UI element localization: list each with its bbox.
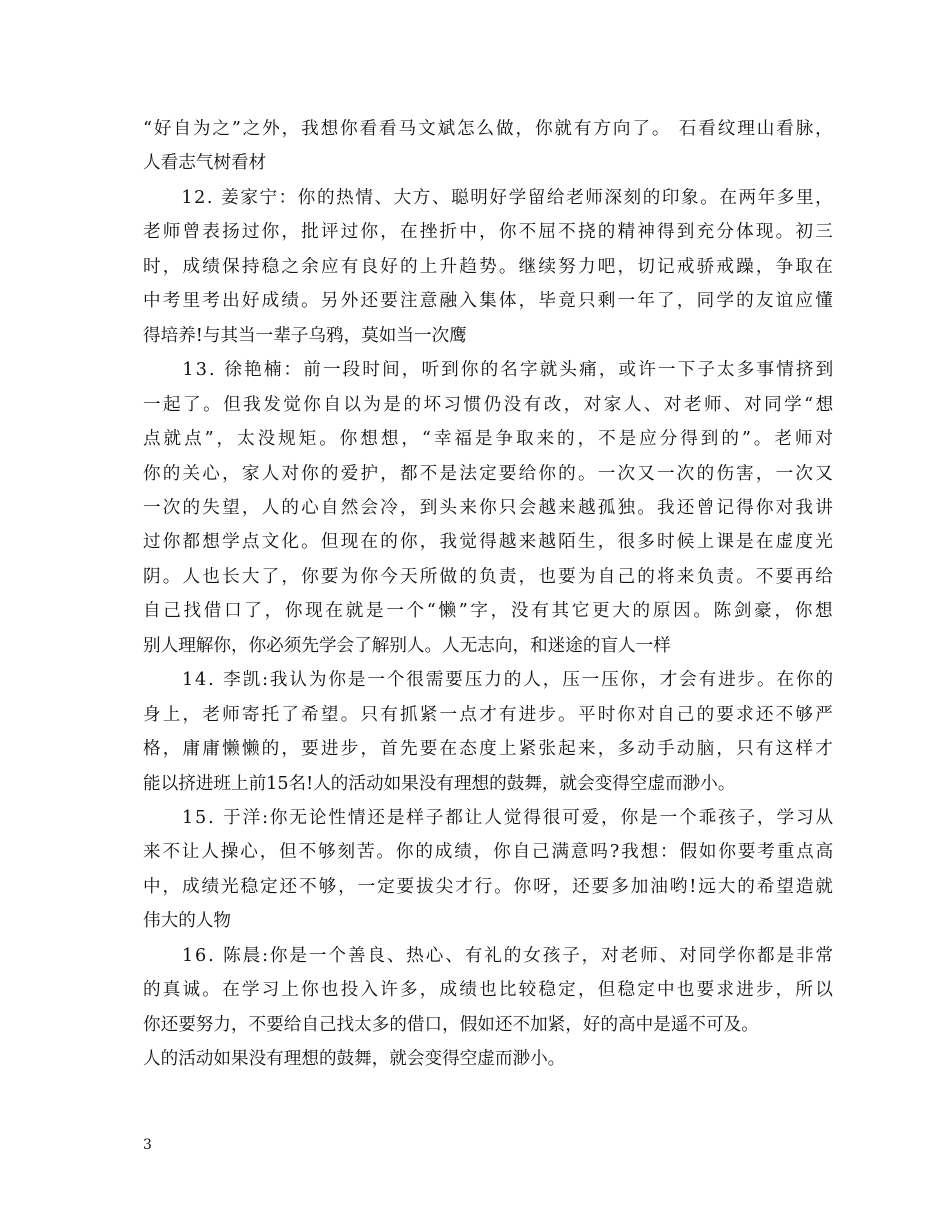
text-line: 人的活动如果没有理想的鼓舞，就会变得空虚而渺小。 xyxy=(143,1049,566,1070)
text-line: 时，成绩保持稳之余应有良好的上升趋势。继续努力吧，切记戒骄戒躁，争取在 xyxy=(143,256,835,277)
text-line: 一次的失望，人的心自然会冷，到头来你只会越来越孤独。我还曾记得你对我讲 xyxy=(143,497,835,518)
text-line: “好自为之”之外，我想你看看马文斌怎么做，你就有方向了。 石看纹理山看脉， xyxy=(143,119,835,139)
text-line: 格，庸庸懒懒的，要进步，首先要在态度上紧张起来，多动手动脑，只有这样才 xyxy=(143,739,835,760)
text-line: 13. 徐艳楠：前一段时间，听到你的名字就头痛，或许一下子太多事情挤到 xyxy=(143,360,836,381)
text-line: 伟大的人物 xyxy=(143,911,231,932)
text-line: 自己找借口了，你现在就是一个“懒”字，没有其它更大的原因。陈剑豪，你想 xyxy=(143,601,836,622)
text-line: 人看志气树看材 xyxy=(143,153,267,174)
text-line: 的真诚。在学习上你也投入许多，成绩也比较稳定，但稳定中也要求进步，所以 xyxy=(143,980,835,1001)
text-line: 阴。人也长大了，你要为你今天所做的负责，也要为自己的将来负责。不要再给 xyxy=(143,566,835,587)
page-number: 3 xyxy=(143,1137,152,1153)
text-line: 过你都想学点文化。但现在的你，我觉得越来越陌生，很多时候上课是在虚度光 xyxy=(143,532,835,553)
text-line: 15. 于洋:你无论性情还是样子都让人觉得很可爱，你是一个乖孩子，学习从 xyxy=(143,808,835,828)
text-line: 你还要努力，不要给自己找太多的借口，假如还不加紧，好的高中是遥不可及。 xyxy=(143,1014,759,1035)
text-line: 中考里考出好成绩。另外还要注意融入集体，毕竟只剩一年了，同学的友谊应懂 xyxy=(143,291,835,312)
text-line: 你的关心，家人对你的爱护，都不是法定要给你的。一次又一次的伤害，一次又 xyxy=(143,463,835,484)
text-line: 16. 陈晨:你是一个善良、热心、有礼的女孩子，对老师、对同学你都是非常 xyxy=(143,945,835,966)
text-line: 一起了。但我发觉你自以为是的坏习惯仍没有改，对家人、对老师、对同学“想 xyxy=(143,394,836,415)
text-line: 14. 李凯:我认为你是一个很需要压力的人，压一压你，才会有进步。在你的 xyxy=(143,670,835,691)
text-line: 别人理解你，你必须先学会了解别人。人无志向，和迷途的盲人一样 xyxy=(143,635,671,656)
text-line: 中，成绩光稳定还不够，一定要拔尖才行。你呀，还要多加油哟!远大的希望造就 xyxy=(143,876,835,897)
text-line: 能以挤进班上前15名!人的活动如果没有理想的鼓舞，就会变得空虚而渺小。 xyxy=(143,773,736,794)
text-line: 得培养!与其当一辈子乌鸦，莫如当一次鹰 xyxy=(143,325,467,346)
text-line: 身上，老师寄托了希望。只有抓紧一点才有进步。平时你对自己的要求还不够严 xyxy=(143,704,835,725)
text-line: 点就点”，太没规矩。你想想，“幸福是争取来的，不是应分得到的”。老师对 xyxy=(143,429,836,450)
text-line: 来不让人操心，但不够刻苦。你的成绩，你自己满意吗?我想：假如你要考重点高 xyxy=(143,842,836,863)
text-line: 老师曾表扬过你，批评过你，在挫折中，你不屈不挠的精神得到充分体现。初三 xyxy=(143,222,835,243)
text-line: 12. 姜家宁：你的热情、大方、聪明好学留给老师深刻的印象。在两年多里， xyxy=(143,187,835,208)
